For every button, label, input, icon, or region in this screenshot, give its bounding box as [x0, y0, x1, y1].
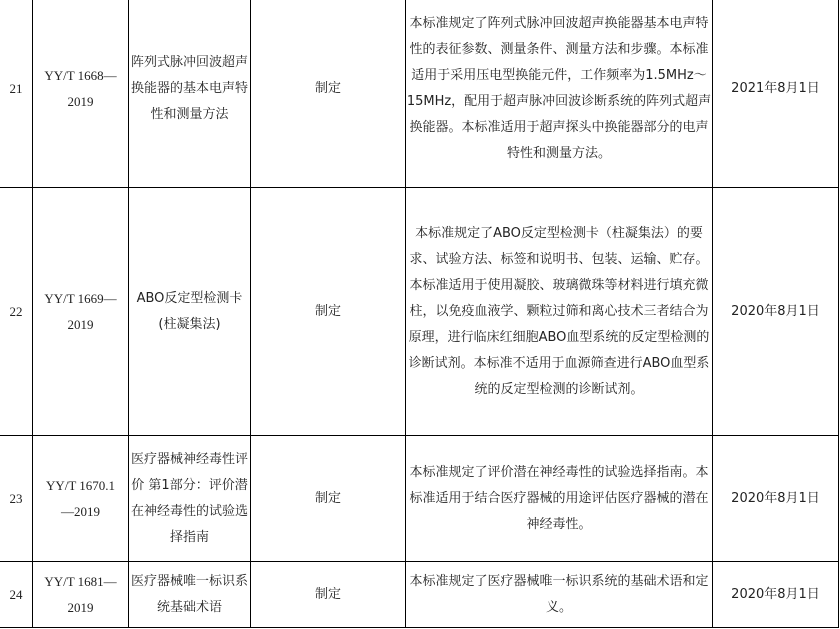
revision-type: 制定 — [251, 562, 406, 628]
revision-type: 制定 — [251, 188, 406, 436]
standard-code-line-2: 2019 — [67, 93, 94, 109]
standard-description: 本标准规定了阵列式脉冲回波超声换能器基本电声特性的表征参数、测量条件、测量方法和步骤。本标准适用于采用压电型换能元件，工作频率为1.5MHz～15MHz，配用于超声脉冲回波诊断系统的阵列式超声换能器。本标准适用于超声探头中换能器部分的电声特性和测量方法。 — [406, 0, 713, 188]
row-number: 23 — [0, 436, 33, 562]
standard-code-line-2: 2019 — [67, 316, 94, 332]
standard-code-line-1: YY/T 1669— — [44, 290, 117, 306]
standard-code-line-2: —2019 — [61, 503, 100, 519]
standard-name: 医疗器械神经毒性评价 第1部分：评价潜在神经毒性的试验选择指南 — [129, 436, 251, 562]
standard-name: ABO反定型检测卡(柱凝集法) — [129, 188, 251, 436]
row-number: 21 — [0, 0, 33, 188]
effective-date: 2020年8月1日 — [713, 188, 839, 436]
standard-name: 医疗器械唯一标识系统基础术语 — [129, 562, 251, 628]
table-row-22 — [0, 188, 839, 436]
standard-description: 本标准规定了评价潜在神经毒性的试验选择指南。本标准适用于结合医疗器械的用途评估医疗器械的潜在神经毒性。 — [406, 436, 713, 562]
standard-description: 本标准规定了ABO反定型检测卡（柱凝集法）的要求、试验方法、标签和说明书、包装、运输、贮存。本标准适用于使用凝胶、玻璃微珠等材料进行填充微柱，以免疫血液学、颗粒过筛和离心技术三者结合为原理，进行临床红细胞ABO血型系统的反定型检测的诊断试剂。本标准不适用于血源筛查进行ABO血型系统的反定型检测的诊断试剂。 — [406, 188, 713, 436]
standard-code-line-1: YY/T 1668— — [44, 67, 117, 83]
standard-code-line-2: 2019 — [67, 599, 94, 615]
row-number: 24 — [0, 562, 33, 628]
effective-date: 2020年8月1日 — [713, 436, 839, 562]
revision-type: 制定 — [251, 436, 406, 562]
standard-name: 阵列式脉冲回波超声换能器的基本电声特性和测量方法 — [129, 0, 251, 188]
standard-description: 本标准规定了医疗器械唯一标识系统的基础术语和定义。 — [406, 562, 713, 628]
effective-date: 2021年8月1日 — [713, 0, 839, 188]
standard-code — [33, 562, 129, 628]
standard-code-line-1: YY/T 1670.1 — [45, 477, 116, 493]
standard-code — [33, 436, 129, 562]
table-row-23 — [0, 436, 839, 562]
standard-code — [33, 188, 129, 436]
row-number: 22 — [0, 188, 33, 436]
standard-code-line-1: YY/T 1681— — [44, 573, 117, 589]
table-row-24 — [0, 562, 839, 628]
effective-date: 2020年8月1日 — [713, 562, 839, 628]
table-row-21 — [0, 0, 839, 188]
standard-code — [33, 0, 129, 188]
revision-type: 制定 — [251, 0, 406, 188]
